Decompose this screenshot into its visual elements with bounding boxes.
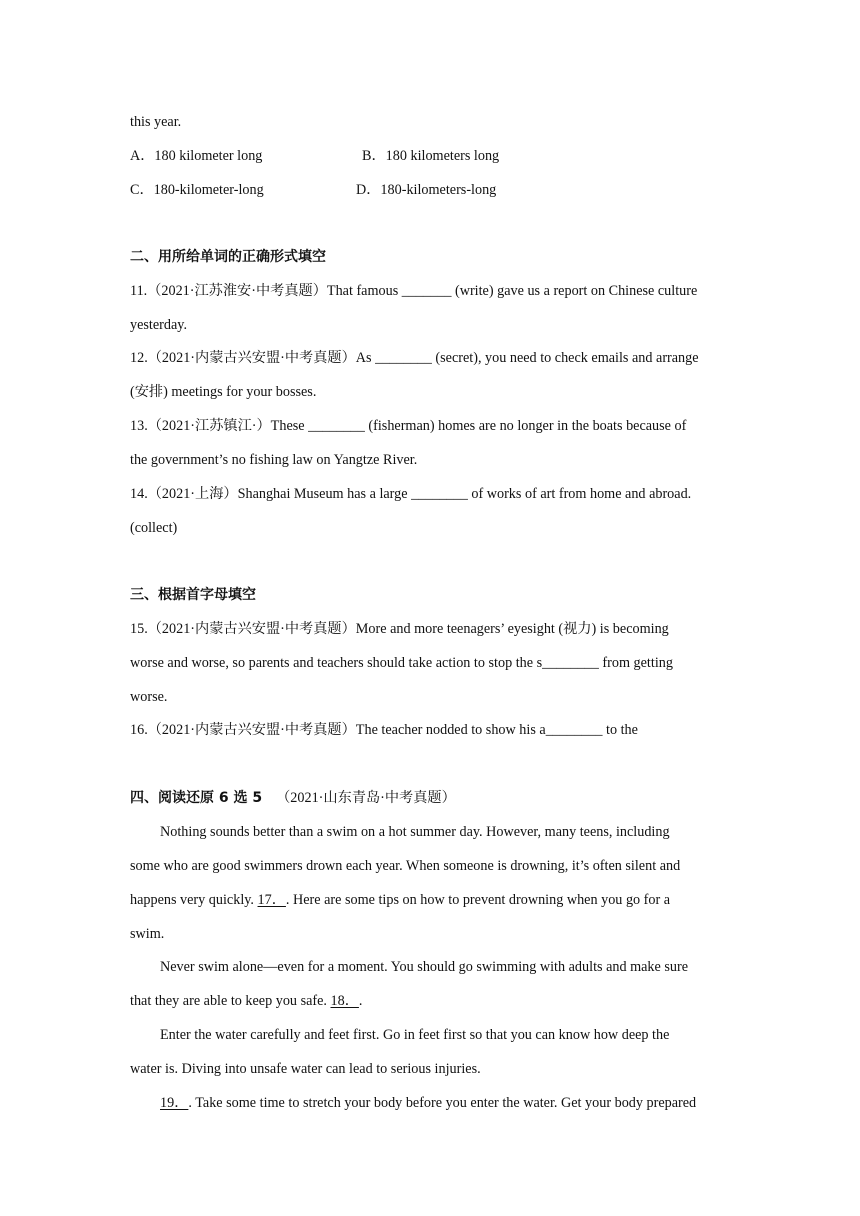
blank-19[interactable]: 19． xyxy=(160,1095,189,1111)
q14-line2: (collect) xyxy=(130,520,178,536)
q16-line1: 16.（2021·内蒙古兴安盟·中考真题）The teacher nodded to show his a________ to the xyxy=(130,722,638,738)
blank-17[interactable]: 17． xyxy=(257,892,286,908)
p3-line2: water is. Diving into unsafe water can lead to serious injuries. xyxy=(130,1061,481,1077)
blank-18[interactable]: 18． xyxy=(330,993,359,1009)
q11-line2: yesterday. xyxy=(130,317,187,333)
q12-line2: (安排) meetings for your bosses. xyxy=(130,384,317,400)
p1-line4: swim. xyxy=(130,926,165,942)
q10-option-b: B．180 kilometers long xyxy=(362,148,500,164)
section4-source: （2021·山东青岛·中考真题） xyxy=(276,790,456,806)
q15-line3: worse. xyxy=(130,689,168,705)
q12-line1: 12.（2021·内蒙古兴安盟·中考真题）As ________ (secret), you need to check emails and arrange xyxy=(130,350,699,366)
p4-line1-post: . Take some time to stretch your body before you enter the water. Get your body prepared xyxy=(188,1095,697,1111)
q11-line1: 11.（2021·江苏淮安·中考真题）That famous _______ (write) gave us a report on Chinese culture xyxy=(130,283,698,299)
p1-line2: some who are good swimmers drown each year. When someone is drowning, it’s often silent and xyxy=(130,858,681,874)
q10-option-c: C．180-kilometer-long xyxy=(130,182,264,198)
q13-line2: the government’s no fishing law on Yangtze River. xyxy=(130,452,418,468)
section4-heading: 四、阅读还原 6 选 5 xyxy=(130,790,263,806)
section2-heading: 二、用所给单词的正确形式填空 xyxy=(130,249,326,265)
p1-line3-post: . Here are some tips on how to prevent drowning when you go for a xyxy=(285,892,671,908)
p4-line1 xyxy=(160,1093,696,1113)
p1-line3-pre: happens very quickly. xyxy=(130,892,258,908)
p3-line1: Enter the water carefully and feet first. Go in feet first so that you can know how deep the xyxy=(160,1027,670,1043)
q10-option-d: D．180-kilometers-long xyxy=(356,182,497,198)
q10-tail: this year. xyxy=(130,114,182,130)
q14-line1: 14.（2021·上海）Shanghai Museum has a large ________ of works of art from home and abroad. xyxy=(130,486,692,502)
q15-line2: worse and worse, so parents and teachers should take action to stop the s________ from getting xyxy=(130,655,673,671)
p2-line2-post: . xyxy=(358,993,363,1009)
q13-line1: 13.（2021·江苏镇江·）These ________ (fisherman) homes are no longer in the boats because of xyxy=(130,418,687,434)
p2-line1: Never swim alone—even for a moment. You should go swimming with adults and make sure xyxy=(160,959,689,975)
p1-line1: Nothing sounds better than a swim on a hot summer day. However, many teens, including xyxy=(160,824,670,840)
q15-line1: 15.（2021·内蒙古兴安盟·中考真题）More and more teenagers’ eyesight (视力) is becoming xyxy=(130,621,669,637)
p2-line2 xyxy=(130,991,362,1011)
section3-heading: 三、根据首字母填空 xyxy=(130,587,256,603)
p1-line3 xyxy=(130,890,670,910)
p2-line2-pre: that they are able to keep you safe. xyxy=(130,993,331,1009)
section4-heading-row xyxy=(130,788,456,808)
q10-option-a: A．180 kilometer long xyxy=(130,148,263,164)
